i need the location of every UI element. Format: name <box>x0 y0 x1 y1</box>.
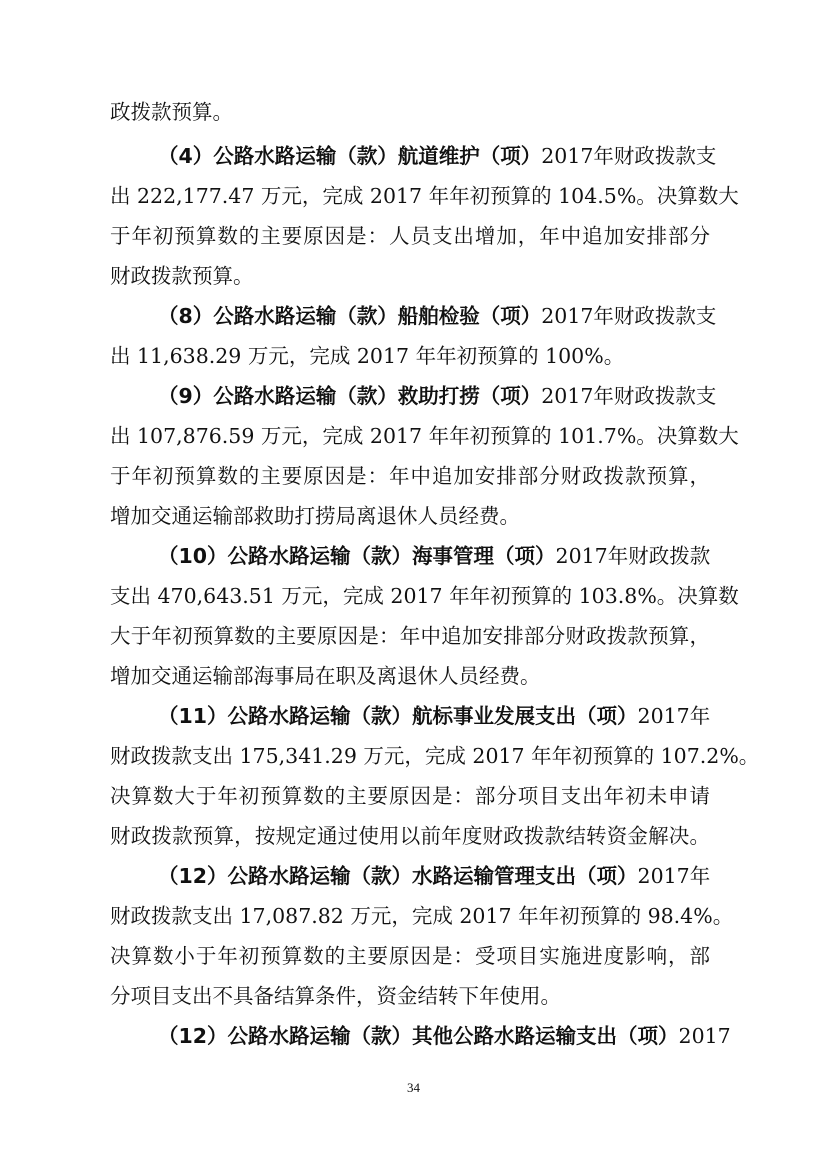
item-heading: （11）公路水路运输（款）航标事业发展支出（项） <box>158 704 638 728</box>
text-line: 财政拨款支出 17,087.82 万元，完成 2017 年年初预算的 98.4%。 <box>110 904 734 928</box>
text-line: 增加交通运输部海事局在职及离退休人员经费。 <box>110 664 541 688</box>
text-line: 财政拨款预算，按规定通过使用以前年度财政拨款结转资金解决。 <box>110 824 710 848</box>
text-line: 政拨款预算。 <box>110 100 233 124</box>
paragraph-heading-line: （11）公路水路运输（款）航标事业发展支出（项）2017年 <box>158 704 711 728</box>
paragraph-heading-line: （8）公路水路运输（款）船舶检验（项）2017年财政拨款支 <box>158 304 717 328</box>
text-line: 出 11,638.29 万元，完成 2017 年年初预算的 100%。 <box>110 344 625 368</box>
item-heading: （12）公路水路运输（款）其他公路水路运输支出（项） <box>158 1024 679 1048</box>
text-line: 出 107,876.59 万元，完成 2017 年年初预算的 101.7%。决算数大 <box>110 424 739 448</box>
item-heading: （4）公路水路运输（款）航道维护（项） <box>158 144 542 168</box>
text-line: 决算数大于年初预算数的主要原因是：部分项目支出年初未申请 <box>110 784 710 808</box>
item-heading: （8）公路水路运输（款）船舶检验（项） <box>158 304 542 328</box>
text-line: 出 222,177.47 万元，完成 2017 年年初预算的 104.5%。决算数大 <box>110 184 739 208</box>
text-line: 增加交通运输部救助打捞局离退休人员经费。 <box>110 504 520 528</box>
item-heading: （10）公路水路运输（款）海事管理（项） <box>158 544 556 568</box>
text-line: 于年初预算数的主要原因是：人员支出增加，年中追加安排部分 <box>110 224 710 248</box>
text-line: 决算数小于年初预算数的主要原因是：受项目实施进度影响，部 <box>110 944 710 968</box>
paragraph-heading-line: （4）公路水路运输（款）航道维护（项）2017年财政拨款支 <box>158 144 717 168</box>
text-line: 财政拨款预算。 <box>110 264 254 288</box>
text-line: 大于年初预算数的主要原因是：年中追加安排部分财政拨款预算， <box>110 624 710 648</box>
text-line: 于年初预算数的主要原因是：年中追加安排部分财政拨款预算， <box>110 464 710 488</box>
item-heading: （9）公路水路运输（款）救助打捞（项） <box>158 384 542 408</box>
text-line: 支出 470,643.51 万元，完成 2017 年年初预算的 103.8%。决算数 <box>110 584 739 608</box>
text-line: 分项目支出不具备结算条件，资金结转下年使用。 <box>110 984 561 1008</box>
item-heading: （12）公路水路运输（款）水路运输管理支出（项） <box>158 864 638 888</box>
paragraph-heading-line: （9）公路水路运输（款）救助打捞（项）2017年财政拨款支 <box>158 384 717 408</box>
text-line: 财政拨款支出 175,341.29 万元，完成 2017 年年初预算的 107.2%。 <box>110 744 760 768</box>
page-number: 34 <box>407 1080 420 1095</box>
paragraph-heading-line: （12）公路水路运输（款）水路运输管理支出（项）2017年 <box>158 864 711 888</box>
paragraph-heading-line: （10）公路水路运输（款）海事管理（项）2017年财政拨款 <box>158 544 711 568</box>
paragraph-heading-line: （12）公路水路运输（款）其他公路水路运输支出（项）2017 <box>158 1024 731 1048</box>
